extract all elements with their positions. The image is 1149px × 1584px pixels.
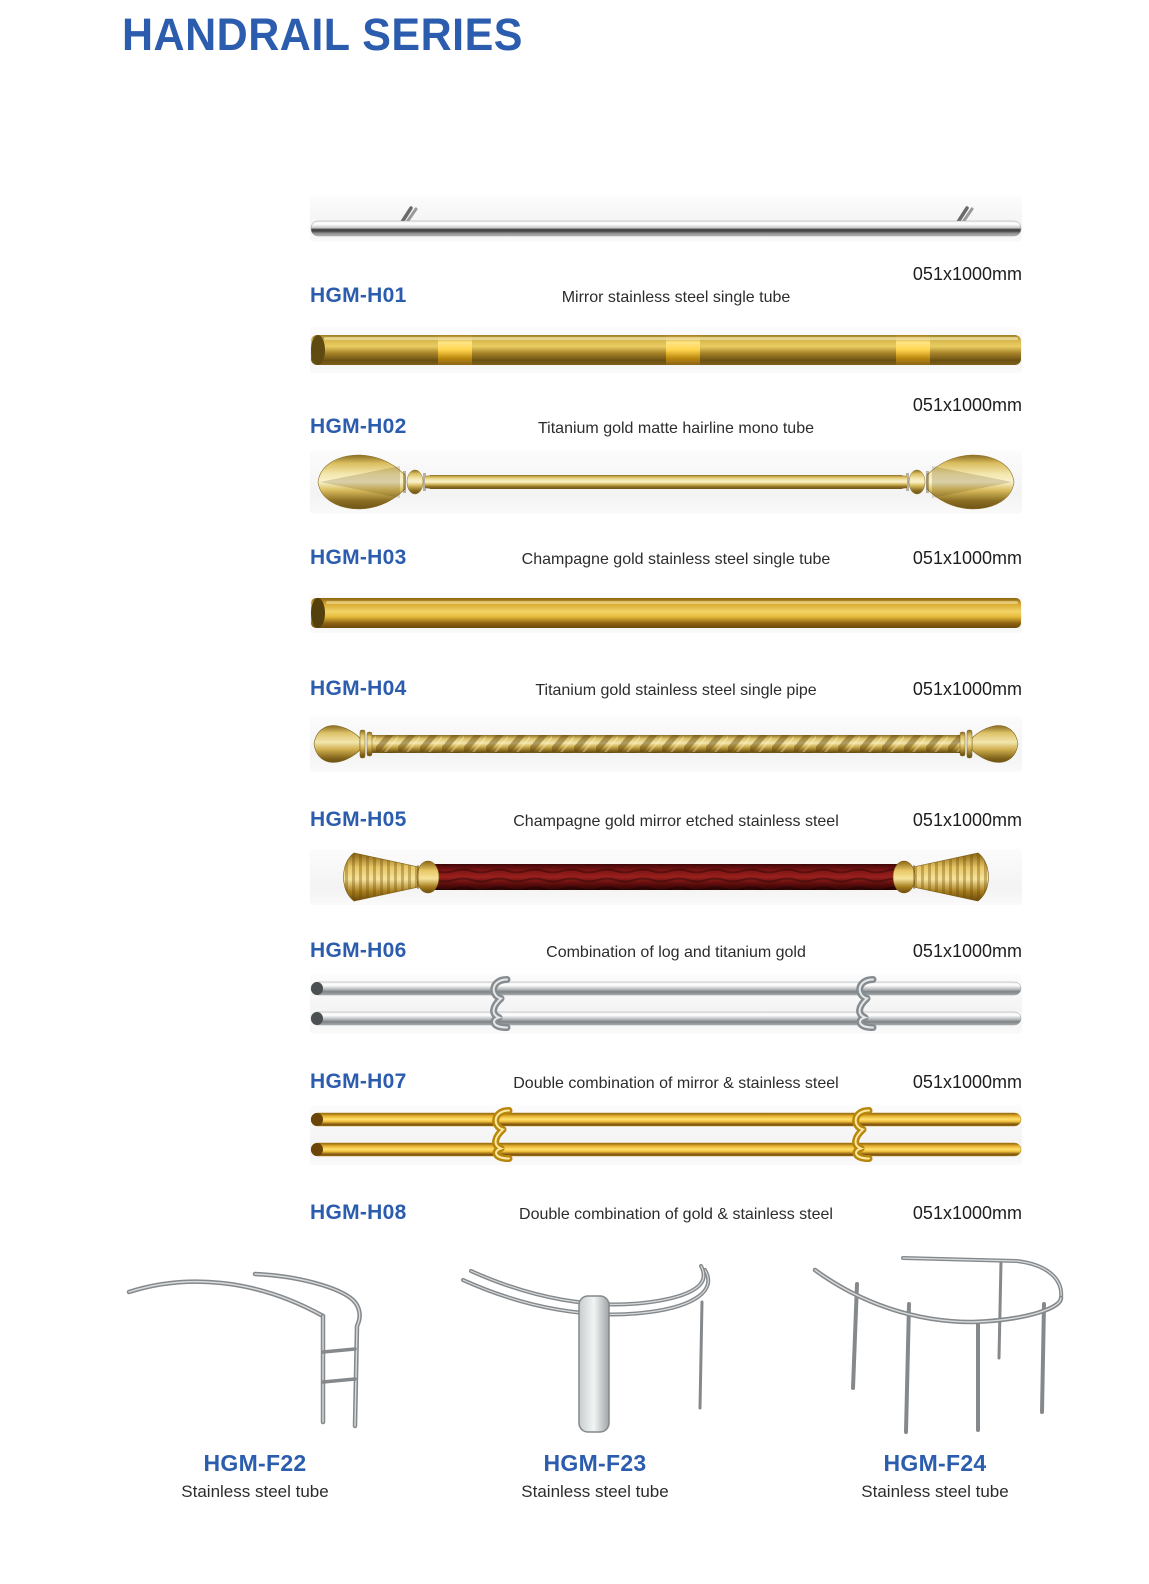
product-description: Champagne gold mirror etched stainless steel	[513, 813, 839, 830]
product-size: 051x1000mm	[912, 941, 1022, 961]
product-code: HGM-H08	[310, 1201, 407, 1224]
product-description: Combination of log and titanium gold	[546, 944, 806, 961]
fittings-row	[90, 1240, 1100, 1502]
rail-image-gold-banded-tube	[310, 327, 1022, 373]
product-description: Double combination of mirror & stainless steel	[513, 1075, 839, 1092]
fitting-image-corner-rail	[90, 1240, 420, 1440]
rail-image-champagne-twisted-rail	[310, 716, 1022, 772]
product-row-hgm-h03	[310, 448, 1022, 579]
rail-image-double-mirror-rail	[310, 974, 1022, 1034]
rail-image-champagne-finial-rail	[310, 450, 1022, 514]
rail-image-log-titanium-gold	[310, 849, 1022, 905]
product-code: HGM-H04	[310, 677, 407, 700]
product-code: HGM-H03	[310, 546, 407, 569]
product-description: Mirror stainless steel single tube	[561, 289, 791, 306]
product-description: Titanium gold stainless steel single pipe	[535, 682, 817, 699]
rail-image-mirror-single-tube	[310, 196, 1022, 242]
product-code: HGM-H02	[310, 415, 407, 438]
product-size: 051x1000mm	[912, 1072, 1022, 1092]
product-description: Titanium gold matte hairline mono tube	[538, 420, 814, 437]
fitting-description: Stainless steel tube	[521, 1482, 669, 1501]
product-description: Double combination of gold & stainless steel	[519, 1206, 833, 1223]
fitting-code: HGM-F24	[883, 1450, 987, 1476]
product-row-hgm-h05	[310, 710, 1022, 841]
fitting-hgm-f22	[90, 1240, 420, 1502]
product-row-hgm-h02	[310, 317, 1022, 448]
fitting-image-curved-rail-post	[430, 1240, 760, 1440]
product-row-hgm-h08	[310, 1103, 1022, 1234]
fitting-code: HGM-F23	[543, 1450, 647, 1476]
product-size: 051x1000mm	[912, 264, 1022, 284]
product-size: 051x1000mm	[912, 1203, 1022, 1223]
product-row-hgm-h01	[310, 186, 1022, 317]
product-size: 051x1000mm	[912, 810, 1022, 830]
product-code: HGM-H01	[310, 284, 407, 307]
fitting-image-semicircular-rail	[770, 1240, 1100, 1440]
product-size: 051x1000mm	[912, 679, 1022, 699]
product-description: Champagne gold stainless steel single tube	[521, 551, 831, 568]
rail-image-gold-plain-pipe	[310, 593, 1022, 633]
fitting-hgm-f23	[430, 1240, 760, 1502]
fitting-description: Stainless steel tube	[181, 1482, 329, 1501]
fitting-code: HGM-F22	[203, 1450, 307, 1476]
page-title: HANDRAIL SERIES	[122, 10, 523, 61]
product-size: 051x1000mm	[912, 548, 1022, 568]
fitting-description: Stainless steel tube	[861, 1482, 1009, 1501]
product-code: HGM-H05	[310, 808, 407, 831]
fitting-hgm-f24	[770, 1240, 1100, 1502]
product-size: 051x1000mm	[912, 395, 1022, 415]
product-row-hgm-h06	[310, 841, 1022, 972]
product-row-hgm-h07	[310, 972, 1022, 1103]
product-list	[310, 186, 1022, 1234]
product-row-hgm-h04	[310, 579, 1022, 710]
rail-image-double-gold-rail	[310, 1105, 1022, 1165]
product-code: HGM-H06	[310, 939, 407, 962]
product-code: HGM-H07	[310, 1070, 407, 1093]
